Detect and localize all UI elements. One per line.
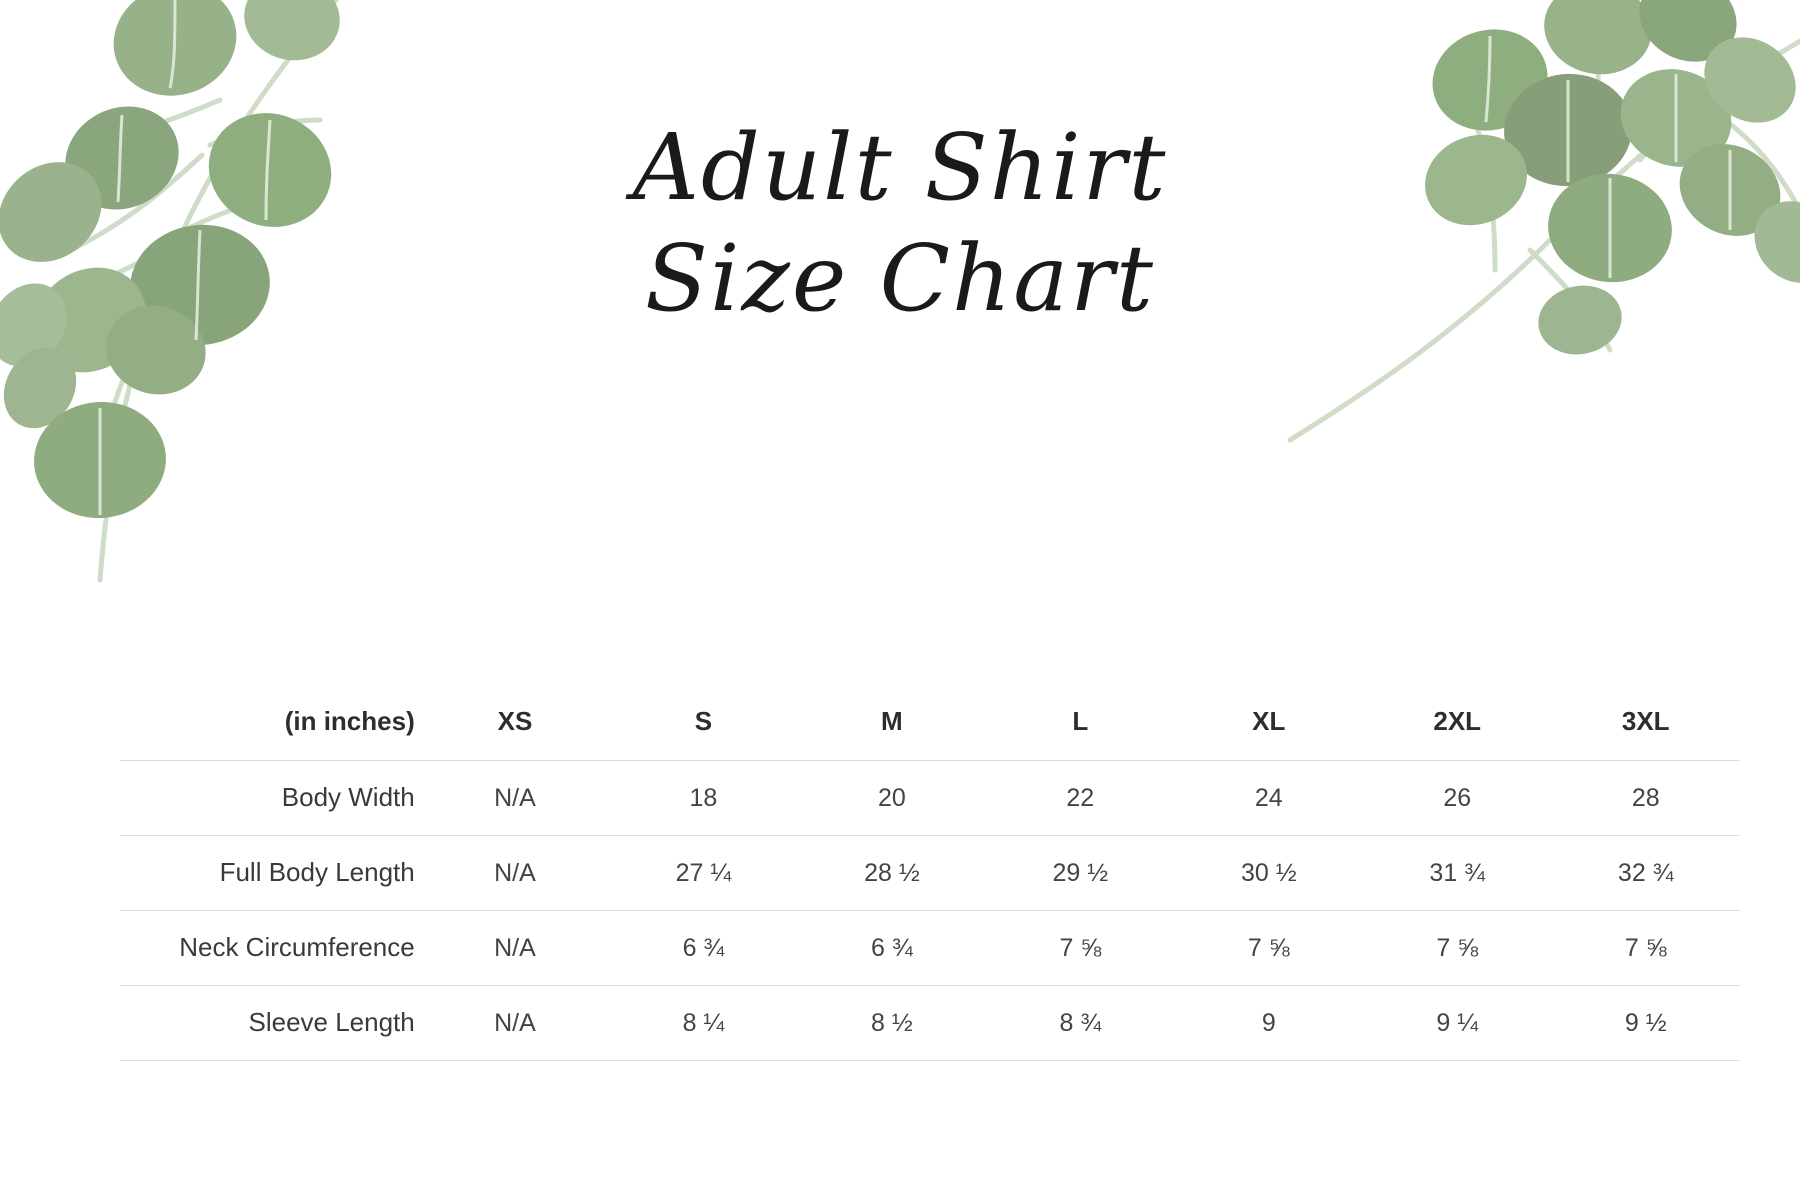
table-header-3xl: 3XL bbox=[1621, 705, 1670, 736]
table-header-s: S bbox=[694, 705, 713, 736]
cell-body-width-l: 22 bbox=[1066, 783, 1095, 812]
row-label-neck-circumference: Neck Circumference bbox=[179, 932, 415, 963]
cell-sleeve-length-m: 8 ½ bbox=[871, 1008, 913, 1037]
cell-body-width-xl: 24 bbox=[1254, 783, 1283, 812]
cell-sleeve-length-xl: 9 bbox=[1261, 1008, 1276, 1037]
cell-neck-circumference-xl: 7 ⅝ bbox=[1247, 933, 1290, 962]
table-row bbox=[120, 836, 1740, 911]
cell-neck-circumference-xs: N/A bbox=[494, 933, 536, 962]
cell-full-body-length-l: 29 ½ bbox=[1052, 858, 1109, 887]
table-header-l: L bbox=[1072, 705, 1089, 736]
row-label-full-body-length: Full Body Length bbox=[219, 857, 415, 888]
cell-neck-circumference-m: 6 ¾ bbox=[871, 933, 913, 962]
page-title bbox=[0, 114, 1800, 332]
table-header-2xl: 2XL bbox=[1433, 705, 1482, 736]
table-header-units: (in inches) bbox=[284, 705, 415, 736]
table-header-m: M bbox=[881, 705, 903, 736]
size-chart-table-wrap bbox=[120, 690, 1740, 1061]
row-label-body-width: Body Width bbox=[281, 782, 415, 813]
table-row bbox=[120, 911, 1740, 986]
cell-full-body-length-xs: N/A bbox=[494, 858, 536, 887]
cell-full-body-length-m: 28 ½ bbox=[864, 858, 920, 887]
cell-body-width-s: 18 bbox=[689, 783, 718, 812]
row-label-sleeve-length: Sleeve Length bbox=[248, 1007, 415, 1038]
title-line-1: Adult Shirt bbox=[632, 114, 1168, 221]
cell-body-width-2xl: 26 bbox=[1443, 783, 1472, 812]
cell-sleeve-length-l: 8 ¾ bbox=[1059, 1008, 1102, 1037]
cell-neck-circumference-s: 6 ¾ bbox=[682, 933, 725, 962]
title-line-2: Size Chart bbox=[644, 224, 1156, 332]
table-header-xs: XS bbox=[497, 705, 533, 736]
cell-neck-circumference-l: 7 ⅝ bbox=[1059, 933, 1102, 962]
table-header-row bbox=[120, 690, 1740, 761]
cell-neck-circumference-3xl: 7 ⅝ bbox=[1624, 933, 1667, 962]
cell-full-body-length-s: 27 ¼ bbox=[675, 858, 732, 887]
table-header-xl: XL bbox=[1252, 705, 1286, 736]
cell-full-body-length-2xl: 31 ¾ bbox=[1429, 858, 1486, 887]
cell-body-width-3xl: 28 bbox=[1631, 783, 1660, 812]
size-chart-table bbox=[120, 690, 1740, 1061]
cell-sleeve-length-s: 8 ¼ bbox=[682, 1008, 725, 1037]
table-row bbox=[120, 761, 1740, 836]
cell-sleeve-length-3xl: 9 ½ bbox=[1624, 1008, 1667, 1037]
cell-sleeve-length-2xl: 9 ¼ bbox=[1436, 1008, 1479, 1037]
cell-full-body-length-xl: 30 ½ bbox=[1240, 858, 1297, 887]
table-body bbox=[120, 761, 1740, 1061]
cell-full-body-length-3xl: 32 ¾ bbox=[1617, 858, 1674, 887]
table-header bbox=[120, 690, 1740, 761]
cell-neck-circumference-2xl: 7 ⅝ bbox=[1436, 933, 1479, 962]
cell-body-width-xs: N/A bbox=[494, 783, 536, 812]
cell-body-width-m: 20 bbox=[877, 783, 906, 812]
table-row bbox=[120, 986, 1740, 1061]
cell-sleeve-length-xs: N/A bbox=[494, 1008, 536, 1037]
